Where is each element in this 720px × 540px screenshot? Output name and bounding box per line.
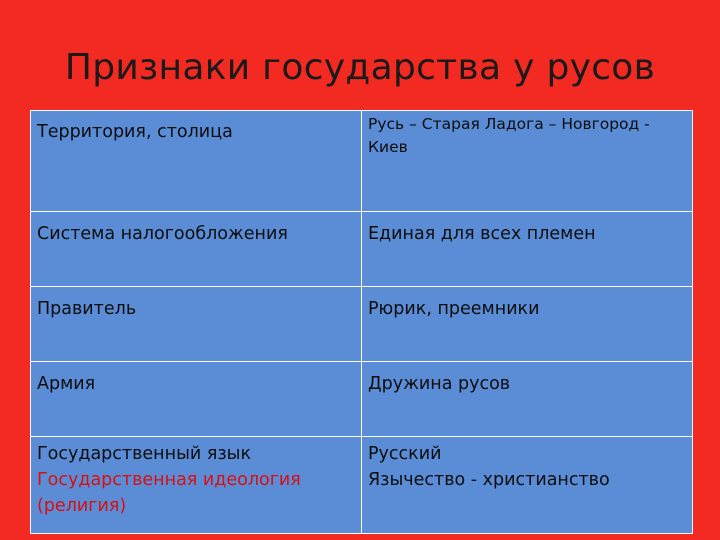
slide-title: Признаки государства у русов [64, 47, 656, 88]
value-text: Язычество - христианство [368, 470, 610, 490]
value-text: Киев [368, 138, 408, 156]
value-cell [362, 287, 693, 362]
table-row [31, 111, 693, 212]
feature-label-highlight: Государственная идеология [37, 470, 301, 490]
value-cell [362, 111, 693, 212]
feature-label: Система налогообложения [37, 224, 288, 244]
state-features-table [30, 110, 693, 534]
feature-cell [31, 212, 362, 287]
feature-cell [31, 111, 362, 212]
value-text: Русский [368, 444, 442, 464]
value-cell [362, 437, 693, 534]
table-row [31, 287, 693, 362]
feature-label: Государственный язык [37, 444, 252, 464]
feature-label: Территория, столица [37, 122, 233, 142]
table-row [31, 212, 693, 287]
feature-label: Правитель [37, 299, 137, 319]
value-cell [362, 212, 693, 287]
feature-cell [31, 362, 362, 437]
table-row [31, 362, 693, 437]
value-cell [362, 362, 693, 437]
feature-cell [31, 437, 362, 534]
table-row [31, 437, 693, 534]
feature-cell [31, 287, 362, 362]
value-text: Рюрик, преемники [368, 299, 540, 319]
value-text: Русь – Старая Ладога – Новгород - [368, 115, 650, 133]
value-text: Единая для всех племен [368, 224, 596, 244]
value-text: Дружина русов [368, 374, 511, 394]
feature-label: Армия [37, 374, 96, 394]
feature-label-highlight: (религия) [37, 496, 127, 516]
